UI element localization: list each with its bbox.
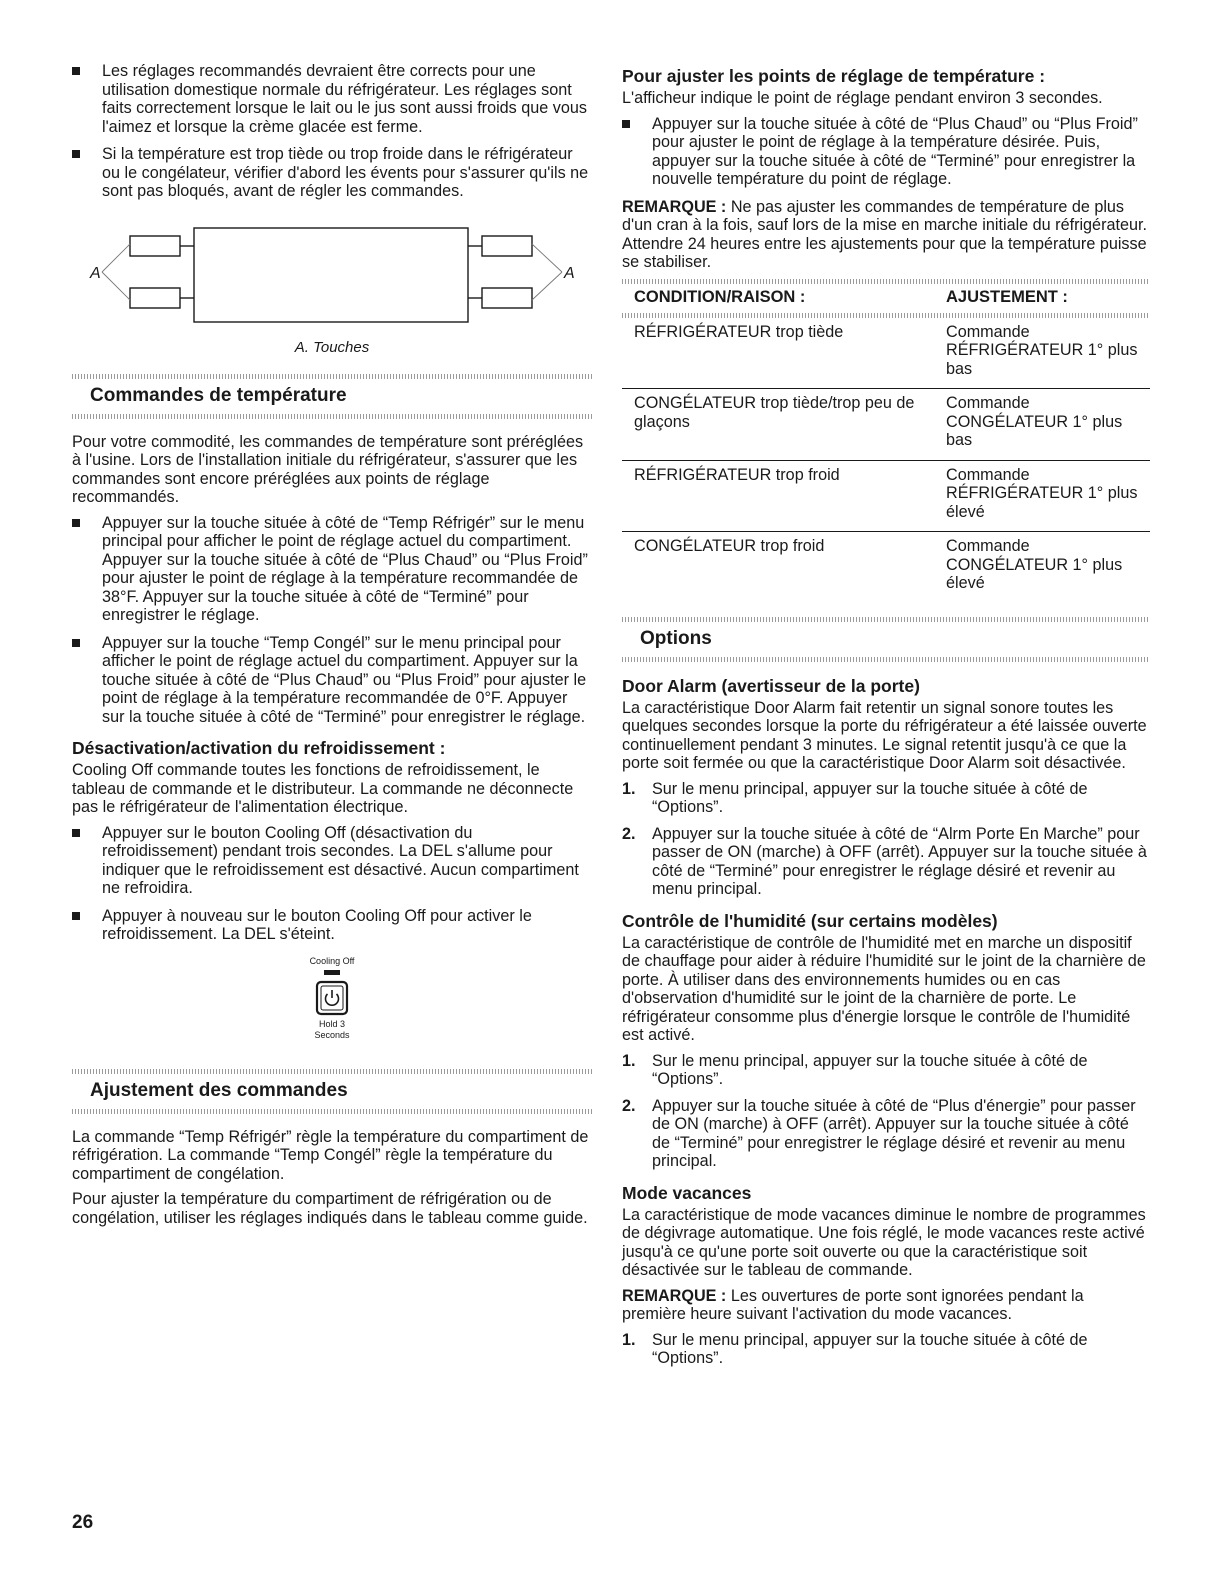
section-options [622,617,1150,662]
left-column [72,62,592,1234]
table-row [622,318,1150,389]
intro-bullet-list [72,62,592,201]
seconds-label: Seconds [314,1029,350,1040]
table-cell-condition: RÉFRIGÉRATEUR trop tiède [622,318,934,389]
right-top-key [482,236,532,256]
step-item [622,780,1150,817]
vacation-steps [622,1331,1150,1368]
cooling-off-label: Cooling Off [309,955,355,966]
table-row [622,460,1150,532]
table-cell-adjustment: Commande RÉFRIGÉRATEUR 1° plus élevé [934,460,1150,532]
section-rule-bottom [72,1109,592,1114]
right-bottom-key [482,288,532,308]
note-label: REMARQUE : [622,1286,727,1305]
cooling-bullet: Appuyer à nouveau sur le bouton Cooling Off pour activer le refroidissement. La DEL s'éteint. [72,907,592,944]
section-adjust [72,1069,592,1114]
setpoints-bullet: Appuyer sur la touche située à côté de “Plus Chaud” ou “Plus Froid” pour ajuster le point de réglage à la température désirée. Puis, appuyer sur la touche située à côté de “Terminé” pour enregistrer la nouvelle température du point de réglage. [622,115,1150,189]
diagram-label-right: A [564,264,575,282]
cooling-off-button-icon [292,954,372,1050]
cooling-off-led [324,970,340,975]
table-row [622,532,1150,603]
setpoints-note [622,198,1150,272]
step-text: Sur le menu principal, appuyer sur la touche située à côté de “Options”. [652,1051,1088,1088]
step-text: Sur le menu principal, appuyer sur la touche située à côté de “Options”. [652,779,1088,816]
table-cell-adjustment: Commande RÉFRIGÉRATEUR 1° plus bas [934,318,1150,389]
section-title-temp-controls: Commandes de température [90,384,347,406]
setpoints-paragraph: L'afficheur indique le point de réglage pendant environ 3 secondes. [622,89,1103,107]
setpoints-bullets [622,115,1150,189]
table-cell-condition: CONGÉLATEUR trop tiède/trop peu de glaçons [622,389,934,461]
power-icon [326,990,339,1005]
cooling-bullets [72,824,592,944]
adjustment-table [622,279,1150,603]
step-text: Appuyer sur la touche située à côté de “Alrm Porte En Marche” pour passer de ON (marche) à OFF (arrêt). Appuyer sur la touche située à côté de “Terminé” pour enregistrer le réglage désiré et revenir au menu principal. [652,824,1147,898]
left-bottom-key [130,288,180,308]
right-column [622,62,1150,1376]
cooling-paragraph: Cooling Off commande toutes les fonctions de refroidissement, le tableau de commande et le distributeur. La commande ne déconnecte pas le réfrigérateur de l'alimentation électrique. [72,761,574,816]
cooling-heading: Désactivation/activation du refroidissement : [72,738,446,758]
step-number: 1. [622,1330,636,1349]
diagram-label-left: A [90,264,101,282]
temp-controls-bullets [72,514,592,727]
table-header-adjustment: AJUSTEMENT : [946,287,1068,306]
page-number: 26 [72,1512,94,1533]
control-panel-diagram [72,222,592,332]
temp-controls-bullet: Appuyer sur la touche située à côté de “Temp Réfrigér” sur le menu principal pour afficher le point de réglage actuel du compartiment. Appuyer sur la touche située à côté de “Plus Chaud” ou “Plus Froid” pour ajuster le point de réglage à la température recommandée de 38°F. Appuyer sur la touche située à côté de “Terminé” pour enregistrer le réglage. [72,514,592,625]
door-alarm-heading: Door Alarm (avertisseur de la porte) [622,675,920,696]
section-temp-controls [72,374,592,419]
step-item [622,1097,1150,1171]
step-item [622,825,1150,899]
door-alarm-steps [622,780,1150,899]
cooling-off-figure [72,954,592,1055]
note-label: REMARQUE : [622,197,727,216]
table-cell-condition: RÉFRIGÉRATEUR trop froid [622,460,934,532]
section-rule-bottom [72,414,592,419]
table-cell-adjustment: Commande CONGÉLATEUR 1° plus élevé [946,537,1123,592]
section-rule-top [622,617,1150,622]
adjust-paragraph: La commande “Temp Réfrigér” règle la température du compartiment de réfrigération. La commande “Temp Congél” règle la température du compartiment de congélation. [72,1127,589,1183]
step-text: Appuyer sur la touche située à côté de “Plus d'énergie” pour passer de ON (marche) à OFF (arrêt). Appuyer sur la touche située à côté de “Terminé” pour enregistrer le réglage désiré et revenir au menu principal. [652,1096,1136,1170]
left-top-key [130,236,180,256]
table-cell-condition: CONGÉLATEUR trop froid [634,537,825,555]
section-rule-bottom [622,657,1150,662]
table-header-condition: CONDITION/RAISON : [634,287,806,306]
step-number: 1. [622,779,636,798]
vacation-note [622,1287,1150,1324]
intro-bullet: Les réglages recommandés devraient être corrects pour une utilisation domestique normale du réfrigérateur. Les réglages sont faits correctement lorsque le lait ou le jus sont aussi froids que vous l'aimez et lorsque la crème glacée est ferme. [72,62,592,136]
note-text: Les ouvertures de porte sont ignorées pendant la première heure suivant l'activation du mode vacances. [622,1286,1084,1323]
intro-bullet: Si la température est trop tiède ou trop froide dans le réfrigérateur ou le congélateur, vérifier d'abord les évents pour s'assurer qu'ils ne sont pas bloqués, avant de régler les commandes. [72,145,592,201]
step-number: 2. [622,824,636,843]
section-rule-top [72,1069,592,1074]
adjust-paragraph: Pour ajuster la température du compartiment de réfrigération ou de congélation, utiliser les réglages indiqués dans le tableau comme guide. [72,1190,588,1227]
note-text: Ne pas ajuster les commandes de température de plus d'un cran à la fois, sauf lors de la mise en marche initiale du réfrigérateur. Attendre 24 heures entre les ajustements pour que la température puisse se stabiliser. [622,197,1147,271]
step-number: 1. [622,1051,636,1070]
humidity-steps [622,1052,1150,1171]
step-text: Sur le menu principal, appuyer sur la touche située à côté de “Options”. [652,1330,1088,1367]
table-row [622,389,1150,461]
step-item [622,1052,1150,1089]
section-title-options: Options [640,627,712,649]
step-number: 2. [622,1096,636,1115]
diagram-caption: A. Touches [294,338,370,356]
hold-label: Hold 3 [318,1018,346,1029]
table-cell-adjustment: Commande CONGÉLATEUR 1° plus bas [934,389,1150,461]
humidity-paragraph: La caractéristique de contrôle de l'humidité met en marche un dispositif de chauffage pour aider à réduire l'humidité sur le joint de la charnière de porte. À utiliser dans des environnements humides ou en cas d'observation d'humidité sur le joint de la charnière de porte. Le réfrigérateur consomme plus d'énergie lorsque le contrôle de l'humidité est activé. [622,933,1146,1044]
door-alarm-paragraph: La caractéristique Door Alarm fait retentir un signal sonore toutes les quelques secondes lorsque la porte du réfrigérateur a été laissée ouverte continuellement pendant 3 minutes. Le signal retentit jusqu'à ce que la porte soit fermée ou que la caractéristique Door Alarm soit désactivée. [622,698,1147,772]
temp-controls-bullet: Appuyer sur la touche “Temp Congél” sur le menu principal pour afficher le point de réglage actuel du compartiment. Appuyer sur la touche située à côté de “Plus Chaud” ou “Plus Froid” pour ajuster le point de réglage à la température recommandée de 0°F. Appuyer sur la touche située à côté de “Terminé” pour enregistrer le réglage. [72,634,592,727]
setpoints-heading: Pour ajuster les points de réglage de température : [622,66,1046,86]
step-item [622,1331,1150,1368]
section-rule-top [72,374,592,379]
section-title-adjust: Ajustement des commandes [90,1079,348,1101]
vacation-paragraph: La caractéristique de mode vacances diminue le nombre de programmes de dégivrage automatique. Une fois réglé, le mode vacances reste activé jusqu'à ce qu'une porte soit ouverte ou que la caractéristique soit désactivée sur le tableau de commande. [622,1205,1146,1279]
display-panel-outline [194,228,468,322]
vacation-heading: Mode vacances [622,1182,752,1203]
cooling-bullet: Appuyer sur le bouton Cooling Off (désactivation du refroidissement) pendant trois secondes. La DEL s'allume pour indiquer que le refroidissement est désactivé. Aucun compartiment ne refroidira. [72,824,592,898]
humidity-heading: Contrôle de l'humidité (sur certains modèles) [622,910,998,931]
temp-controls-paragraph: Pour votre commodité, les commandes de température sont préréglées à l'usine. Lors de l'installation initiale du réfrigérateur, s'assurer que les commandes sont encore préréglées aux points de réglage recommandés. [72,432,584,506]
